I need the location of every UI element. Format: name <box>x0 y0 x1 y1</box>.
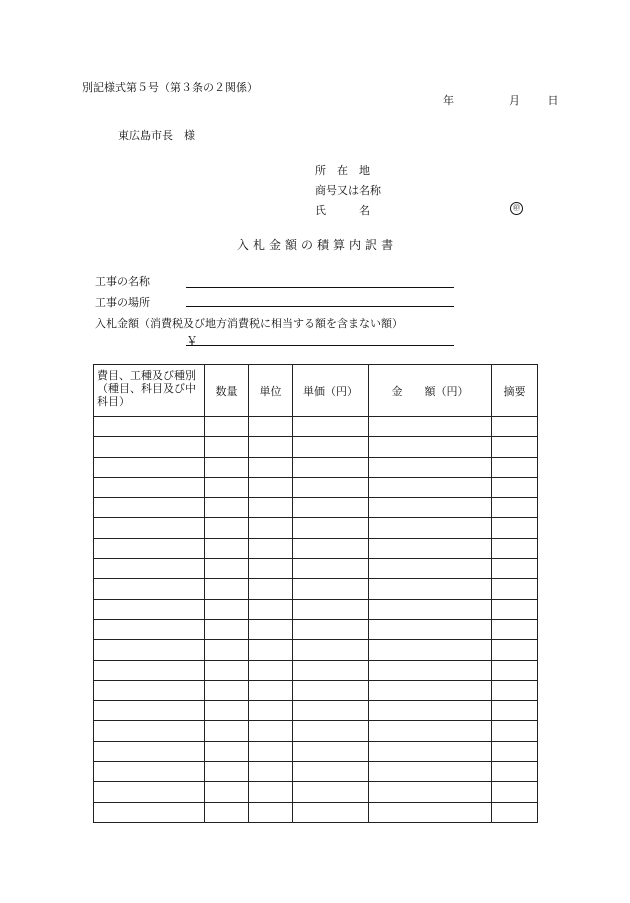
header-unit: 単位 <box>249 365 293 417</box>
table-cell[interactable] <box>492 802 538 822</box>
table-cell[interactable] <box>369 802 492 822</box>
table-cell[interactable] <box>369 477 492 497</box>
table-cell[interactable] <box>94 660 205 680</box>
table-cell[interactable] <box>249 680 293 700</box>
table-cell[interactable] <box>249 802 293 822</box>
table-cell[interactable] <box>293 660 369 680</box>
table-cell[interactable] <box>492 437 538 457</box>
table-header-row <box>94 365 538 417</box>
table-cell[interactable] <box>293 498 369 518</box>
table-cell[interactable] <box>492 457 538 477</box>
table-cell[interactable] <box>205 660 249 680</box>
table-cell[interactable] <box>94 518 205 538</box>
table-cell[interactable] <box>249 417 293 437</box>
table-cell[interactable] <box>205 619 249 639</box>
work-place-label: 工事の場所 <box>95 296 150 309</box>
table-cell[interactable] <box>293 559 369 579</box>
table-cell[interactable] <box>369 417 492 437</box>
table-cell[interactable] <box>205 680 249 700</box>
title-char: 入 <box>236 238 249 252</box>
table-cell[interactable] <box>94 538 205 558</box>
seal-mark: ㊞ <box>510 202 523 215</box>
table-cell[interactable] <box>492 721 538 741</box>
table-cell[interactable] <box>293 579 369 599</box>
table-row <box>94 579 538 599</box>
table-cell[interactable] <box>492 477 538 497</box>
breakdown-table <box>93 364 538 823</box>
table-row <box>94 721 538 741</box>
table-cell[interactable] <box>492 538 538 558</box>
header-amount: 金 額（円） <box>369 365 492 417</box>
date-day: 日 <box>547 94 559 107</box>
table-cell[interactable] <box>205 640 249 660</box>
title-char: 積 <box>317 238 330 252</box>
table-cell[interactable] <box>293 599 369 619</box>
table-cell[interactable] <box>205 701 249 721</box>
table-cell[interactable] <box>205 437 249 457</box>
bid-amount-line[interactable] <box>186 345 454 346</box>
table-cell[interactable] <box>249 741 293 761</box>
bid-amount-label: 入札金額（消費税及び地方消費税に相当する額を含まない額） <box>95 317 403 330</box>
table-cell[interactable] <box>492 417 538 437</box>
table-cell[interactable] <box>293 437 369 457</box>
table-cell[interactable] <box>492 640 538 660</box>
table-row <box>94 538 538 558</box>
table-cell[interactable] <box>94 802 205 822</box>
table-cell[interactable] <box>492 498 538 518</box>
table-cell[interactable] <box>369 782 492 802</box>
table-cell[interactable] <box>249 538 293 558</box>
table-cell[interactable] <box>205 721 249 741</box>
header-item: 費目、工種及び種別（種目、科目及び中科目） <box>94 365 205 417</box>
table-cell[interactable] <box>293 518 369 538</box>
table-cell[interactable] <box>293 619 369 639</box>
table-cell[interactable] <box>293 701 369 721</box>
table-row <box>94 437 538 457</box>
table-cell[interactable] <box>369 538 492 558</box>
table-cell[interactable] <box>249 498 293 518</box>
table-cell[interactable] <box>205 741 249 761</box>
table-cell[interactable] <box>94 762 205 782</box>
table-cell[interactable] <box>492 741 538 761</box>
table-cell[interactable] <box>249 437 293 457</box>
table-cell[interactable] <box>293 721 369 741</box>
table-cell[interactable] <box>369 559 492 579</box>
table-row <box>94 417 538 437</box>
table-cell[interactable] <box>369 721 492 741</box>
table-cell[interactable] <box>492 619 538 639</box>
table-cell[interactable] <box>369 437 492 457</box>
table-cell[interactable] <box>94 701 205 721</box>
yen-symbol: ￥ <box>186 334 199 348</box>
table-cell[interactable] <box>94 498 205 518</box>
work-name-line[interactable] <box>186 287 454 288</box>
table-cell[interactable] <box>94 721 205 741</box>
table-cell[interactable] <box>205 477 249 497</box>
table-cell[interactable] <box>94 417 205 437</box>
header-quantity: 数量 <box>205 365 249 417</box>
table-cell[interactable] <box>205 559 249 579</box>
table-cell[interactable] <box>293 457 369 477</box>
work-name-label: 工事の名称 <box>95 275 150 288</box>
table-cell[interactable] <box>249 660 293 680</box>
table-row <box>94 741 538 761</box>
table-cell[interactable] <box>293 762 369 782</box>
table-cell[interactable] <box>293 680 369 700</box>
table-cell[interactable] <box>94 680 205 700</box>
table-cell[interactable] <box>293 538 369 558</box>
title-char: 額 <box>284 238 297 252</box>
table-body <box>94 417 538 823</box>
table-row <box>94 680 538 700</box>
table-cell[interactable] <box>492 599 538 619</box>
table-row <box>94 660 538 680</box>
table-cell[interactable] <box>94 619 205 639</box>
table-cell[interactable] <box>492 762 538 782</box>
business-name-label: 商号又は名称 <box>315 184 381 197</box>
table-row <box>94 477 538 497</box>
table-cell[interactable] <box>369 619 492 639</box>
table-cell[interactable] <box>94 640 205 660</box>
table-cell[interactable] <box>94 741 205 761</box>
table-cell[interactable] <box>249 782 293 802</box>
table-row <box>94 559 538 579</box>
table-row <box>94 498 538 518</box>
table-cell[interactable] <box>369 680 492 700</box>
table-cell[interactable] <box>492 579 538 599</box>
title-char: の <box>300 238 313 252</box>
table-row <box>94 518 538 538</box>
date-line <box>443 92 559 108</box>
table-cell[interactable] <box>249 599 293 619</box>
table-cell[interactable] <box>369 640 492 660</box>
table-row <box>94 762 538 782</box>
table-cell[interactable] <box>293 782 369 802</box>
title-char: 算 <box>333 238 346 252</box>
table-cell[interactable] <box>205 802 249 822</box>
table-cell[interactable] <box>492 660 538 680</box>
title-char: 書 <box>381 238 394 252</box>
table-cell[interactable] <box>293 417 369 437</box>
title-char: 内 <box>349 238 362 252</box>
title-char: 金 <box>268 238 281 252</box>
table-cell[interactable] <box>205 538 249 558</box>
table-cell[interactable] <box>249 477 293 497</box>
table-cell[interactable] <box>94 599 205 619</box>
work-place-line[interactable] <box>186 306 454 307</box>
table-row <box>94 802 538 822</box>
title-char: 札 <box>252 238 265 252</box>
table-cell[interactable] <box>94 437 205 457</box>
table-cell[interactable] <box>293 741 369 761</box>
table-cell[interactable] <box>249 721 293 741</box>
table-row <box>94 782 538 802</box>
table-cell[interactable] <box>369 498 492 518</box>
table-cell[interactable] <box>369 457 492 477</box>
table-cell[interactable] <box>249 762 293 782</box>
table-cell[interactable] <box>369 518 492 538</box>
table-row <box>94 701 538 721</box>
table-cell[interactable] <box>205 417 249 437</box>
table-cell[interactable] <box>205 498 249 518</box>
table-cell[interactable] <box>369 701 492 721</box>
table-cell[interactable] <box>293 802 369 822</box>
table-cell[interactable] <box>249 640 293 660</box>
table-cell[interactable] <box>492 559 538 579</box>
table-cell[interactable] <box>94 477 205 497</box>
table-cell[interactable] <box>94 579 205 599</box>
table-cell[interactable] <box>94 457 205 477</box>
table-cell[interactable] <box>249 559 293 579</box>
form-number: 別記様式第５号（第３条の２関係） <box>82 81 258 94</box>
table-cell[interactable] <box>205 599 249 619</box>
header-unit-price: 単価（円） <box>293 365 369 417</box>
table-cell[interactable] <box>249 518 293 538</box>
table-cell[interactable] <box>293 477 369 497</box>
table-cell[interactable] <box>249 619 293 639</box>
table-cell[interactable] <box>249 701 293 721</box>
table-cell[interactable] <box>369 579 492 599</box>
table-row <box>94 640 538 660</box>
table-cell[interactable] <box>492 782 538 802</box>
table-cell[interactable] <box>205 518 249 538</box>
table-row <box>94 599 538 619</box>
table-cell[interactable] <box>205 457 249 477</box>
table-cell[interactable] <box>369 660 492 680</box>
table-cell[interactable] <box>369 741 492 761</box>
date-year: 年 <box>443 94 454 107</box>
table-cell[interactable] <box>94 782 205 802</box>
table-cell[interactable] <box>369 599 492 619</box>
table-cell[interactable] <box>369 762 492 782</box>
table-row <box>94 619 538 639</box>
table-cell[interactable] <box>249 579 293 599</box>
table-cell[interactable] <box>205 782 249 802</box>
table-cell[interactable] <box>205 762 249 782</box>
table-cell[interactable] <box>94 559 205 579</box>
table-cell[interactable] <box>492 680 538 700</box>
table-cell[interactable] <box>492 518 538 538</box>
document-title <box>0 236 630 253</box>
table-cell[interactable] <box>492 701 538 721</box>
table-cell[interactable] <box>205 579 249 599</box>
table-row <box>94 457 538 477</box>
title-char: 訳 <box>365 238 378 252</box>
table-cell[interactable] <box>249 457 293 477</box>
address-label: 所 在 地 <box>315 164 370 177</box>
addressee: 東広島市長 様 <box>118 129 195 142</box>
date-month: 月 <box>509 94 520 107</box>
header-remarks: 摘要 <box>492 365 538 417</box>
table-cell[interactable] <box>293 640 369 660</box>
name-label: 氏 名 <box>315 204 370 217</box>
